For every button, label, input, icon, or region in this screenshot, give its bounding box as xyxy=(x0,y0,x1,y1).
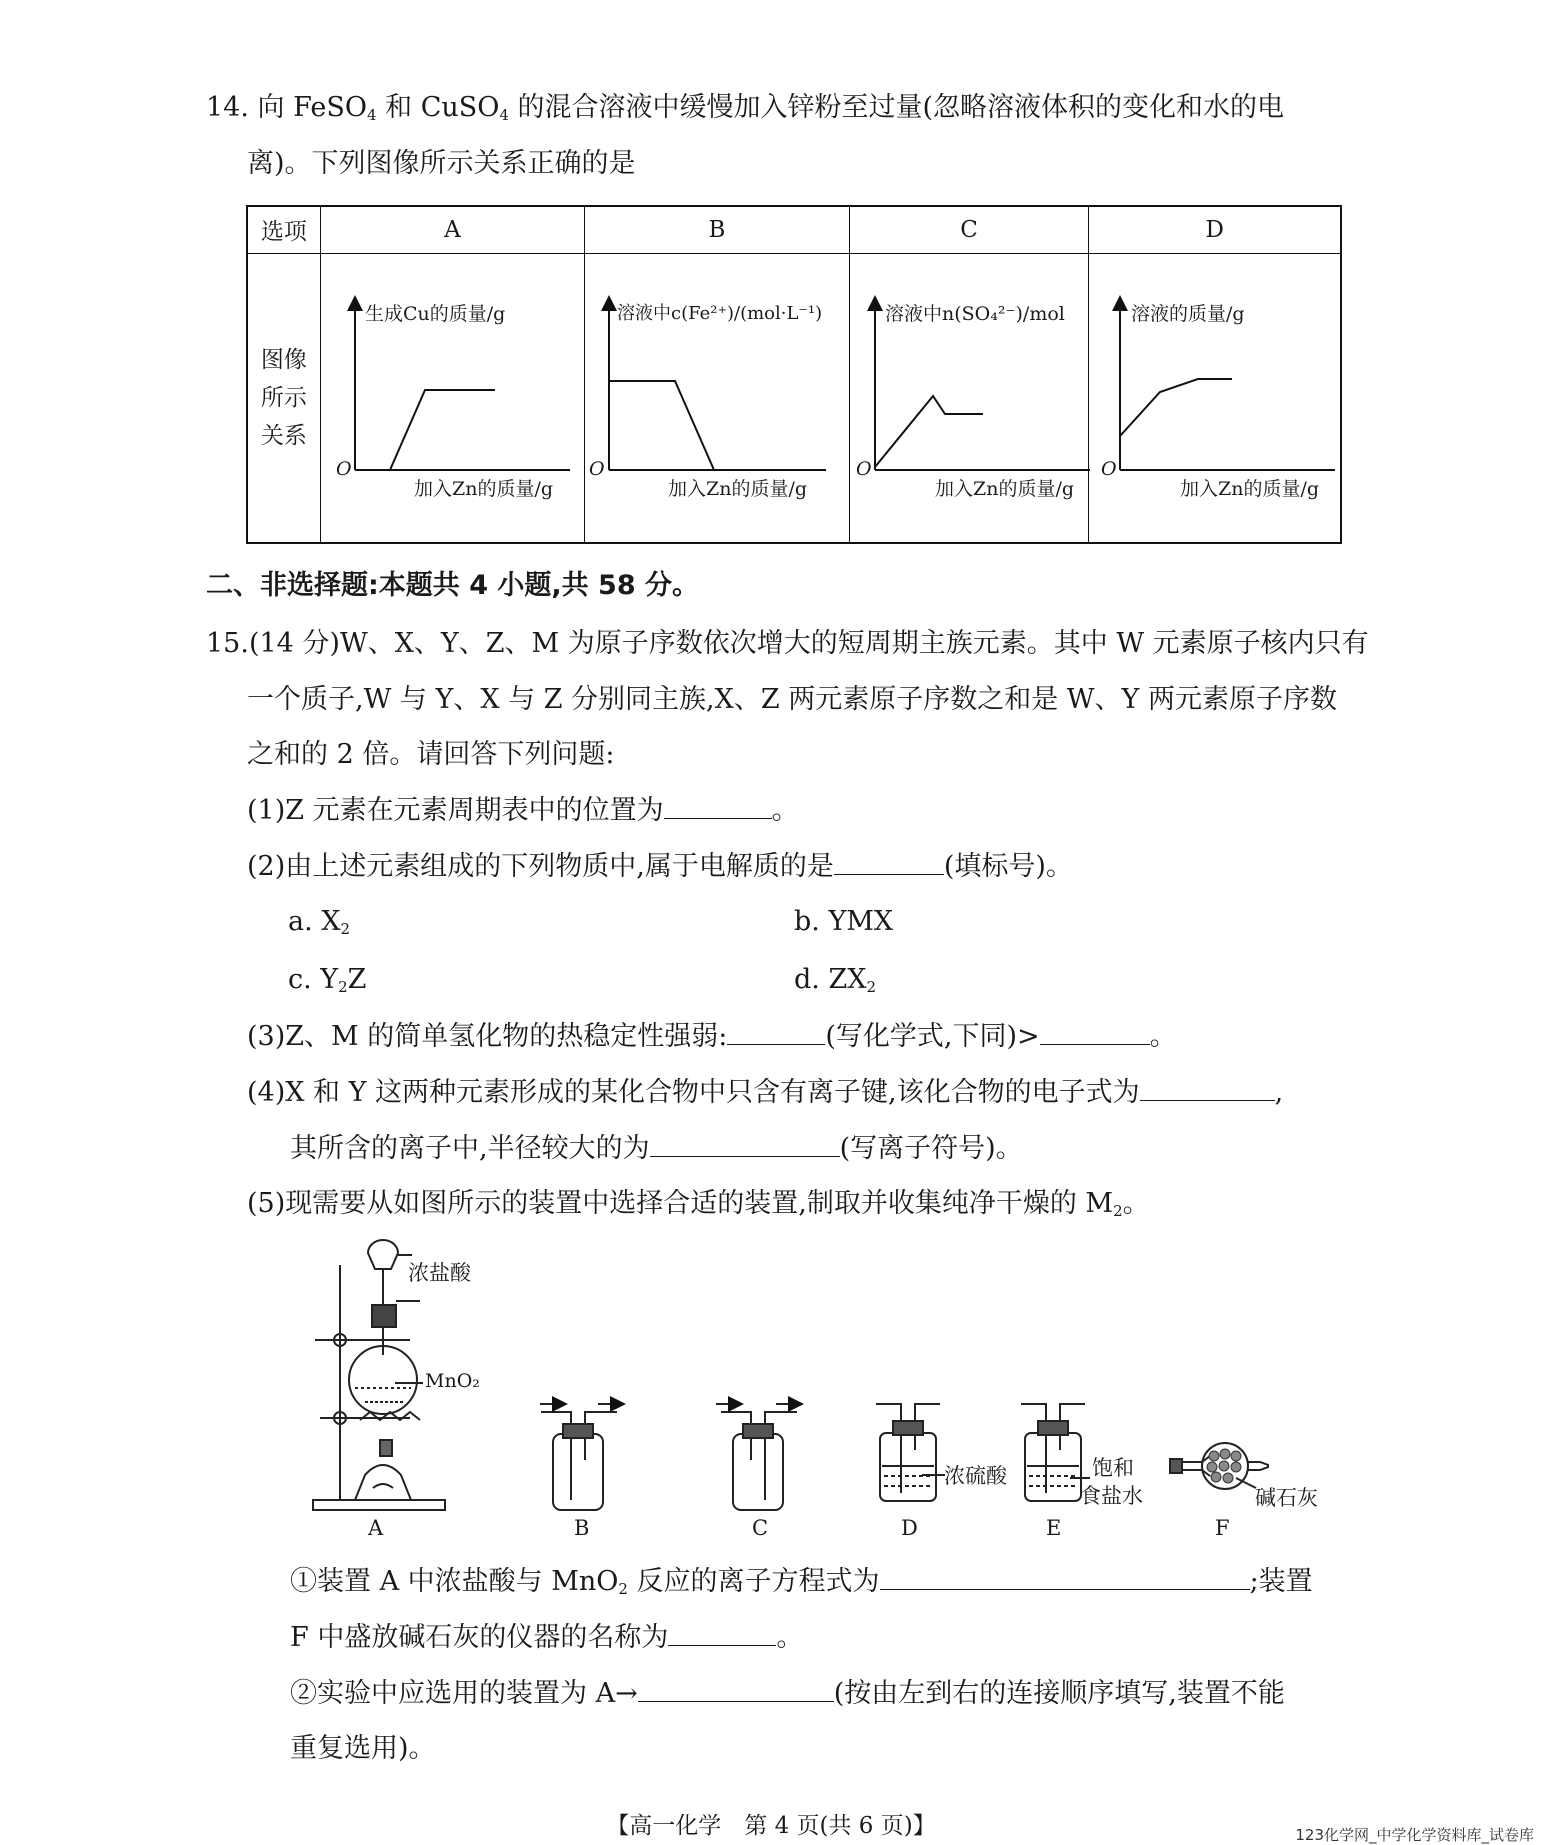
apparatus-label-f: F xyxy=(1215,1516,1230,1540)
label-saturated: 饱和 xyxy=(1092,1456,1134,1480)
part4-comma: , xyxy=(1274,1077,1284,1108)
label-soda-lime: 碱石灰 xyxy=(1255,1486,1318,1510)
q15-part4-cont xyxy=(290,1130,1023,1167)
answer-blank[interactable] xyxy=(1140,1074,1275,1101)
page-footer: 【高一化学 第 4 页(共 6 页)】 xyxy=(606,1813,936,1839)
apparatus-c xyxy=(716,1404,797,1510)
part1-text: (1)Z 元素在元素周期表中的位置为 xyxy=(247,795,664,826)
apparatus-b xyxy=(540,1404,618,1510)
part3-text: (3)Z、M 的简单氢化物的热稳定性强弱: xyxy=(247,1021,728,1052)
option-a-text: a. X xyxy=(288,906,341,937)
graph-b-curve xyxy=(609,381,714,470)
q15-line1: 15.(14 分)W、X、Y、Z、M 为原子序数依次增大的短周期主族元素。其中 W 元素原子核内只有 xyxy=(206,628,1369,659)
q15-sub2-cont: 重复选用)。 xyxy=(290,1733,436,1764)
sub1-text: ①装置 A 中浓盐酸与 MnO xyxy=(290,1566,619,1597)
answer-blank[interactable] xyxy=(664,792,772,819)
apparatus-label-e: E xyxy=(1046,1516,1062,1540)
graph-c-xlabel: 加入Zn的质量/g xyxy=(935,478,1075,500)
sub1-end2: 。 xyxy=(776,1622,804,1653)
graph-d-ylabel: 溶液的质量/g xyxy=(1131,303,1245,325)
subscript: 2 xyxy=(338,978,348,996)
part2-text: (2)由上述元素组成的下列物质中,属于电解质的是 xyxy=(247,851,834,882)
subscript: 2 xyxy=(340,920,351,938)
graph-d-xlabel: 加入Zn的质量/g xyxy=(1180,478,1320,500)
graph-d-origin: O xyxy=(1101,458,1117,480)
sub1-text3: F 中盛放碱石灰的仪器的名称为 xyxy=(290,1622,669,1653)
apparatus-label-a: A xyxy=(368,1516,384,1540)
answer-blank[interactable] xyxy=(834,848,944,875)
part3-end: 。 xyxy=(1149,1021,1177,1052)
option-d-text: d. ZX xyxy=(794,964,867,995)
apparatus-f xyxy=(1170,1443,1268,1489)
q15-part4 xyxy=(247,1074,1283,1111)
part3-mid: (写化学式,下同)> xyxy=(825,1021,1040,1052)
q15-sub1-cont xyxy=(290,1619,803,1656)
option-d-header: D xyxy=(1089,206,1341,253)
q14-line2: 离)。下列图像所示关系正确的是 xyxy=(247,148,636,179)
label-mno2: MnO₂ xyxy=(425,1370,480,1392)
apparatus-d xyxy=(876,1404,945,1501)
answer-blank[interactable] xyxy=(1040,1018,1150,1045)
subscript: 2 xyxy=(1113,1202,1123,1220)
graph-a-curve xyxy=(390,390,495,470)
part4-text: (4)X 和 Y 这两种元素形成的某化合物中只含有离子键,该化合物的电子式为 xyxy=(247,1077,1140,1108)
part4-text2: 其所含的离子中,半径较大的为 xyxy=(290,1133,650,1164)
subscript: 4 xyxy=(499,106,509,124)
q14-text-b: 和 CuSO xyxy=(376,92,500,123)
graph-b-xlabel: 加入Zn的质量/g xyxy=(668,478,808,500)
q14-text-c: 的混合溶液中缓慢加入锌粉至过量(忽略溶液体积的变化和水的电 xyxy=(508,92,1285,123)
q15-part2 xyxy=(247,848,1073,885)
option-c xyxy=(288,962,366,1005)
answer-blank[interactable] xyxy=(727,1018,825,1045)
sub2-text2: (按由左到右的连接顺序填写,装置不能 xyxy=(833,1678,1285,1709)
option-a xyxy=(288,904,350,947)
subscript: 2 xyxy=(618,1580,628,1598)
label-conc-hcl: 浓盐酸 xyxy=(408,1261,471,1285)
part2-end: (填标号)。 xyxy=(943,851,1073,882)
q15-line3: 之和的 2 倍。请回答下列问题: xyxy=(247,739,615,770)
section-heading: 二、非选择题:本题共 4 小题,共 58 分。 xyxy=(206,570,700,601)
row-label-2: 所示 xyxy=(260,384,307,411)
row-label-1: 图像 xyxy=(260,346,307,373)
option-b-header: B xyxy=(585,206,850,253)
option-b: b. YMX xyxy=(794,906,894,937)
option-c-header: C xyxy=(849,206,1089,253)
graph-d-curve xyxy=(1120,379,1232,436)
part5-end: 。 xyxy=(1122,1188,1150,1219)
row-label-3: 关系 xyxy=(260,422,307,449)
watermark: 123化学网_中学化学资料库_试卷库 xyxy=(1295,1826,1534,1844)
q15-part5 xyxy=(247,1186,1150,1229)
q15-sub2 xyxy=(290,1675,1285,1712)
sub1-text2: 反应的离子方程式为 xyxy=(627,1566,880,1597)
answer-blank[interactable] xyxy=(650,1130,840,1157)
part5-text: (5)现需要从如图所示的装置中选择合适的装置,制取并收集纯净干燥的 M xyxy=(247,1188,1114,1219)
option-c-text2: Z xyxy=(347,964,367,995)
answer-blank[interactable] xyxy=(880,1563,1250,1590)
q14-text-a: 14. 向 FeSO xyxy=(206,92,367,123)
apparatus-label-d: D xyxy=(901,1516,918,1540)
sub2-text: ②实验中应选用的装置为 A→ xyxy=(290,1678,638,1709)
label-brine: 食盐水 xyxy=(1080,1484,1143,1508)
graph-a-ylabel: 生成Cu的质量/g xyxy=(365,303,506,325)
label-conc-h2so4: 浓硫酸 xyxy=(944,1464,1007,1488)
graph-b-ylabel: 溶液中c(Fe²⁺)/(mol·L⁻¹) xyxy=(617,303,823,324)
option-c-text: c. Y xyxy=(288,964,339,995)
option-d xyxy=(794,962,876,1005)
sub1-end: ;装置 xyxy=(1249,1566,1313,1597)
apparatus-label-c: C xyxy=(752,1516,769,1540)
subscript: 4 xyxy=(366,106,377,124)
answer-blank[interactable] xyxy=(638,1675,834,1702)
q15-sub1 xyxy=(290,1563,1313,1607)
part1-end: 。 xyxy=(771,795,799,826)
apparatus-label-b: B xyxy=(574,1516,590,1540)
q15-part3 xyxy=(247,1018,1177,1055)
graph-b-origin: O xyxy=(589,458,605,480)
graph-a-origin: O xyxy=(336,458,352,480)
subscript: 2 xyxy=(866,978,876,996)
table-header-label: 选项 xyxy=(247,206,320,253)
q15-part1 xyxy=(247,792,799,829)
q15-line2: 一个质子,W 与 Y、X 与 Z 分别同主族,X、Z 两元素原子序数之和是 W、Y 两元素原子序数 xyxy=(247,684,1337,715)
funnel xyxy=(368,1240,398,1269)
graph-c-curve xyxy=(875,396,983,467)
answer-blank[interactable] xyxy=(668,1619,776,1646)
graph-a-xlabel: 加入Zn的质量/g xyxy=(414,478,554,500)
graph-c-ylabel: 溶液中n(SO₄²⁻)/mol xyxy=(885,303,1065,325)
graph-c-origin: O xyxy=(856,458,872,480)
part4-end: (写离子符号)。 xyxy=(839,1133,1023,1164)
option-a-header: A xyxy=(320,206,585,253)
